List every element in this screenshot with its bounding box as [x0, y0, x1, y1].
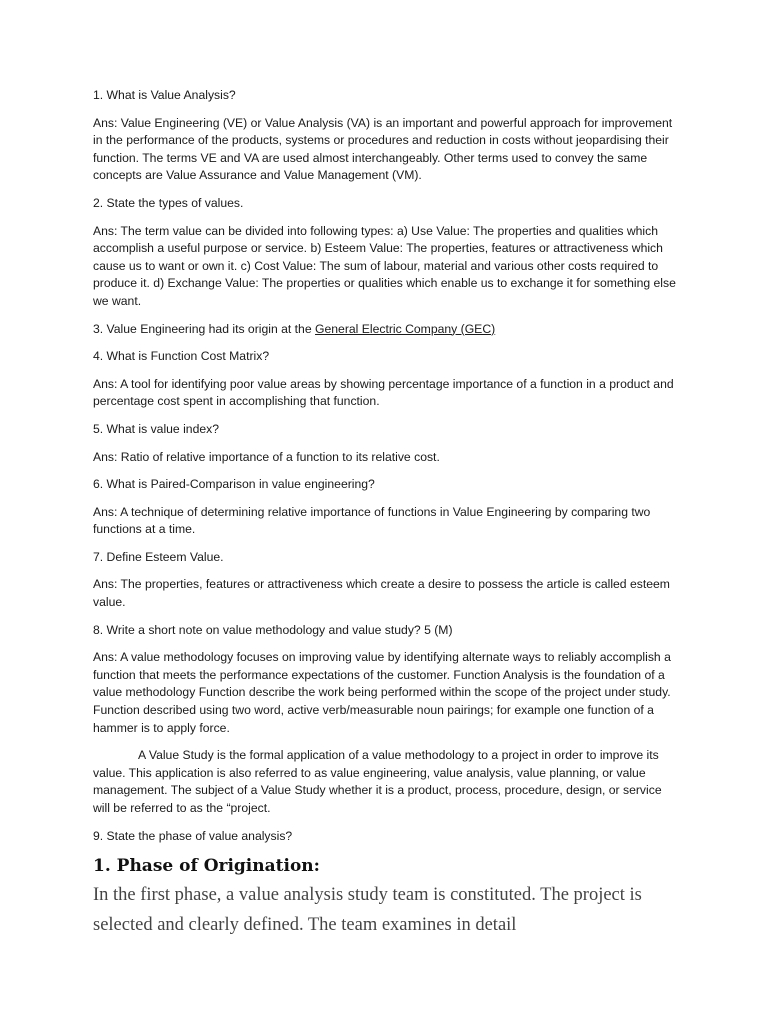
question-5: 5. What is value index? [93, 421, 220, 436]
question-8: 8. Write a short note on value methodology and value study? 5 (M) [93, 622, 453, 637]
question-3 [93, 321, 678, 339]
gec-link[interactable]: General Electric Company (GEC) [315, 321, 496, 336]
answer-8: Ans: A value methodology focuses on improving value by identifying alternate ways to reliably accomplish a function that meets the performance expectations of the customer. Function Analysis is the foundation of a value methodology Function describe the work being performed within the scope of the project under study. Function described using two word, active verb/measurable noun pairings; for example one function of a hammer is to apply force. [93, 650, 671, 735]
question-4: 4. What is Function Cost Matrix? [93, 349, 270, 364]
phase-1-heading: 1. Phase of Origination: [93, 856, 320, 877]
question-9: 9. State the phase of value analysis? [93, 828, 293, 843]
answer-4: Ans: A tool for identifying poor value areas by showing percentage importance of a function in a product and percentage cost spent in accomplishing that function. [93, 376, 674, 409]
answer-6: Ans: A technique of determining relative importance of functions in Value Engineering by comparing two functions at a time. [93, 504, 651, 537]
question-1: 1. What is Value Analysis? [93, 88, 236, 102]
answer-8-value-study: A Value Study is the formal application of a value methodology to a project in order to improve its value. This application is also referred to as value engineering, value analysis, value planning, or value management. The subject of a Value Study whether it is a product, process, procedure, design, or service will be referred to as the “project. [93, 748, 662, 815]
answer-1: Ans: Value Engineering (VE) or Value Analysis (VA) is an important and powerful approach for improvement in the performance of the products, systems or procedures and reduction in costs without jeopardising their function. The terms VE and VA are used almost interchangeably. Other terms used to convey the same concepts are Value Assurance and Value Management (VM). [93, 115, 673, 183]
question-2: 2. State the types of values. [93, 195, 244, 210]
question-3-text: 3. Value Engineering had its origin at the [93, 321, 316, 336]
answer-5: Ans: Ratio of relative importance of a function to its relative cost. [93, 449, 440, 464]
question-7: 7. Define Esteem Value. [93, 549, 224, 564]
answer-2: Ans: The term value can be divided into following types: a) Use Value: The properties and qualities which accomplish a useful purpose or service. b) Esteem Value: The properties, features or attractiveness which cause us to want or own it. c) Cost Value: The sum of labour, material and various other costs required to produce it. d) Exchange Value: The properties or qualities which enable us to exchange it for something else we want. [93, 223, 676, 308]
phase-1-body: In the first phase, a value analysis study team is constituted. The project is selected and clearly defined. The team examines in detail [93, 885, 642, 935]
document-content [93, 87, 678, 940]
answer-7: Ans: The properties, features or attractiveness which create a desire to possess the article is called esteem value. [93, 577, 670, 610]
question-6: 6. What is Paired-Comparison in value engineering? [93, 477, 375, 492]
